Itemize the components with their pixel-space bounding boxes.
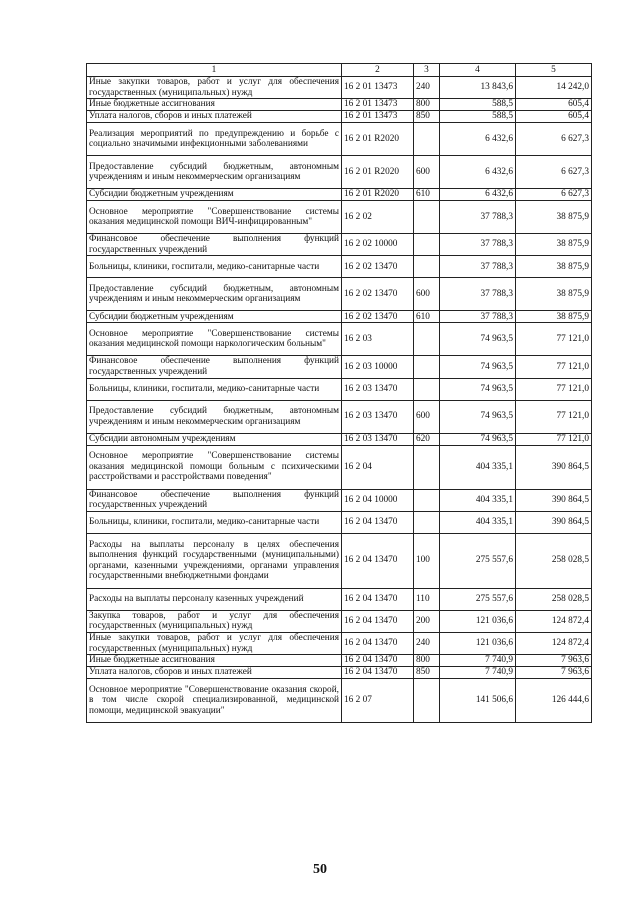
row-value-year1-cell: 74 963,5 — [440, 378, 516, 400]
table-body — [87, 77, 592, 723]
row-value-year2-cell: 6 627,3 — [516, 123, 592, 156]
table-header — [87, 64, 592, 77]
budget-table — [86, 63, 592, 723]
row-name-cell: Предоставление субсидий бюджетным, автономным учреждениям и иным некоммерческим организациям — [87, 278, 342, 311]
table-row — [87, 323, 592, 356]
row-expense-type-cell: 800 — [414, 99, 440, 111]
table-row — [87, 445, 592, 489]
row-expense-type-cell: 610 — [414, 189, 440, 201]
table-row — [87, 201, 592, 234]
row-expense-type-cell — [414, 123, 440, 156]
row-code-cell: 16 2 01 R2020 — [342, 189, 414, 201]
table-row — [87, 278, 592, 311]
row-expense-type-cell: 850 — [414, 667, 440, 679]
row-value-year1-cell: 275 557,6 — [440, 588, 516, 610]
row-expense-type-cell: 240 — [414, 77, 440, 99]
row-value-year1-cell: 121 036,6 — [440, 632, 516, 654]
header-col-4: 4 — [440, 64, 516, 77]
row-value-year1-cell: 7 740,9 — [440, 655, 516, 667]
table-row — [87, 256, 592, 278]
table-row — [87, 400, 592, 433]
row-value-year2-cell: 38 875,9 — [516, 311, 592, 323]
row-code-cell: 16 2 04 13470 — [342, 655, 414, 667]
table-row — [87, 77, 592, 99]
header-col-3: 3 — [414, 64, 440, 77]
table-row — [87, 111, 592, 123]
row-code-cell: 16 2 04 13470 — [342, 588, 414, 610]
row-code-cell: 16 2 03 — [342, 323, 414, 356]
table-row — [87, 311, 592, 323]
table-row — [87, 99, 592, 111]
row-expense-type-cell — [414, 356, 440, 378]
row-expense-type-cell — [414, 323, 440, 356]
header-row — [87, 64, 592, 77]
table-row — [87, 655, 592, 667]
row-value-year2-cell: 390 864,5 — [516, 489, 592, 511]
row-expense-type-cell: 600 — [414, 278, 440, 311]
table-row — [87, 533, 592, 588]
row-code-cell: 16 2 04 13470 — [342, 533, 414, 588]
row-value-year2-cell: 77 121,0 — [516, 378, 592, 400]
row-value-year2-cell: 77 121,0 — [516, 323, 592, 356]
row-value-year2-cell: 258 028,5 — [516, 533, 592, 588]
row-value-year2-cell: 605,4 — [516, 99, 592, 111]
row-code-cell: 16 2 01 13473 — [342, 99, 414, 111]
row-name-cell: Основное мероприятие "Совершенствование системы оказания медицинской помощи больным с психическими расстройствами и расстройствами поведения" — [87, 445, 342, 489]
row-name-cell: Основное мероприятие "Совершенствование системы оказания медицинской помощи ВИЧ-инфицированным" — [87, 201, 342, 234]
row-expense-type-cell — [414, 256, 440, 278]
row-name-cell: Предоставление субсидий бюджетным, автономным учреждениям и иным некоммерческим организациям — [87, 156, 342, 189]
table-row — [87, 433, 592, 445]
row-value-year1-cell: 6 432,6 — [440, 189, 516, 201]
row-expense-type-cell — [414, 445, 440, 489]
table-row — [87, 632, 592, 654]
row-value-year1-cell: 404 335,1 — [440, 489, 516, 511]
row-expense-type-cell: 800 — [414, 655, 440, 667]
row-code-cell: 16 2 04 13470 — [342, 667, 414, 679]
row-code-cell: 16 2 04 13470 — [342, 632, 414, 654]
table-row — [87, 667, 592, 679]
row-value-year1-cell: 6 432,6 — [440, 123, 516, 156]
row-code-cell: 16 2 04 10000 — [342, 489, 414, 511]
row-value-year2-cell: 14 242,0 — [516, 77, 592, 99]
header-col-1: 1 — [87, 64, 342, 77]
row-value-year1-cell: 74 963,5 — [440, 323, 516, 356]
row-expense-type-cell: 600 — [414, 400, 440, 433]
row-code-cell: 16 2 02 — [342, 201, 414, 234]
row-expense-type-cell: 600 — [414, 156, 440, 189]
table-row — [87, 123, 592, 156]
row-value-year2-cell: 38 875,9 — [516, 234, 592, 256]
row-value-year2-cell: 124 872,4 — [516, 632, 592, 654]
row-name-cell: Больницы, клиники, госпитали, медико-санитарные части — [87, 256, 342, 278]
row-code-cell: 16 2 04 — [342, 445, 414, 489]
page-number: 50 — [313, 862, 327, 877]
row-value-year1-cell: 6 432,6 — [440, 156, 516, 189]
table-row — [87, 679, 592, 723]
row-expense-type-cell — [414, 679, 440, 723]
row-value-year2-cell: 258 028,5 — [516, 588, 592, 610]
row-name-cell: Иные бюджетные ассигнования — [87, 99, 342, 111]
row-expense-type-cell — [414, 234, 440, 256]
row-code-cell: 16 2 03 13470 — [342, 400, 414, 433]
table-row — [87, 511, 592, 533]
row-value-year1-cell: 37 788,3 — [440, 278, 516, 311]
row-expense-type-cell: 620 — [414, 433, 440, 445]
row-value-year2-cell: 7 963,6 — [516, 667, 592, 679]
row-value-year2-cell: 77 121,0 — [516, 400, 592, 433]
row-value-year2-cell: 6 627,3 — [516, 156, 592, 189]
row-code-cell: 16 2 01 13473 — [342, 77, 414, 99]
row-expense-type-cell: 110 — [414, 588, 440, 610]
row-name-cell: Финансовое обеспечение выполнения функций государственных учреждений — [87, 356, 342, 378]
row-name-cell: Уплата налогов, сборов и иных платежей — [87, 667, 342, 679]
row-value-year1-cell: 588,5 — [440, 111, 516, 123]
row-expense-type-cell: 610 — [414, 311, 440, 323]
row-value-year2-cell: 605,4 — [516, 111, 592, 123]
row-expense-type-cell — [414, 489, 440, 511]
table-row — [87, 189, 592, 201]
row-code-cell: 16 2 03 13470 — [342, 378, 414, 400]
row-value-year2-cell: 77 121,0 — [516, 356, 592, 378]
row-code-cell: 16 2 01 R2020 — [342, 123, 414, 156]
row-value-year1-cell: 74 963,5 — [440, 433, 516, 445]
row-value-year2-cell: 124 872,4 — [516, 610, 592, 632]
row-name-cell: Расходы на выплаты персоналу в целях обеспечения выполнения функций государственными (муниципальными) органами, казенными учреждениями, органами управления государственными внебюджетными фондами — [87, 533, 342, 588]
table-row — [87, 588, 592, 610]
row-name-cell: Предоставление субсидий бюджетным, автономным учреждениям и иным некоммерческим организациям — [87, 400, 342, 433]
row-name-cell: Иные закупки товаров, работ и услуг для обеспечения государственных (муниципальных) нужд — [87, 632, 342, 654]
row-name-cell: Финансовое обеспечение выполнения функций государственных учреждений — [87, 234, 342, 256]
row-value-year1-cell: 37 788,3 — [440, 256, 516, 278]
row-name-cell: Основное мероприятие "Совершенствование оказания скорой, в том числе скорой специализированной, медицинской помощи, медицинской эвакуации" — [87, 679, 342, 723]
row-value-year1-cell: 37 788,3 — [440, 311, 516, 323]
row-value-year2-cell: 38 875,9 — [516, 278, 592, 311]
table-row — [87, 378, 592, 400]
row-expense-type-cell: 850 — [414, 111, 440, 123]
row-name-cell: Уплата налогов, сборов и иных платежей — [87, 111, 342, 123]
row-expense-type-cell — [414, 511, 440, 533]
table-row — [87, 234, 592, 256]
row-value-year1-cell: 121 036,6 — [440, 610, 516, 632]
row-value-year2-cell: 7 963,6 — [516, 655, 592, 667]
row-value-year1-cell: 588,5 — [440, 99, 516, 111]
row-value-year1-cell: 13 843,6 — [440, 77, 516, 99]
row-value-year2-cell: 6 627,3 — [516, 189, 592, 201]
row-value-year2-cell: 38 875,9 — [516, 201, 592, 234]
row-expense-type-cell: 200 — [414, 610, 440, 632]
row-code-cell: 16 2 04 13470 — [342, 610, 414, 632]
row-code-cell: 16 2 04 13470 — [342, 511, 414, 533]
table-row — [87, 610, 592, 632]
row-expense-type-cell — [414, 201, 440, 234]
row-value-year1-cell: 37 788,3 — [440, 201, 516, 234]
row-name-cell: Больницы, клиники, госпитали, медико-санитарные части — [87, 378, 342, 400]
row-name-cell: Иные бюджетные ассигнования — [87, 655, 342, 667]
row-value-year1-cell: 141 506,6 — [440, 679, 516, 723]
row-code-cell: 16 2 01 R2020 — [342, 156, 414, 189]
header-col-5: 5 — [516, 64, 592, 77]
row-code-cell: 16 2 07 — [342, 679, 414, 723]
row-name-cell: Субсидии бюджетным учреждениям — [87, 311, 342, 323]
row-value-year1-cell: 37 788,3 — [440, 234, 516, 256]
row-value-year2-cell: 390 864,5 — [516, 511, 592, 533]
row-value-year1-cell: 7 740,9 — [440, 667, 516, 679]
row-name-cell: Субсидии бюджетным учреждениям — [87, 189, 342, 201]
row-value-year1-cell: 404 335,1 — [440, 511, 516, 533]
row-value-year1-cell: 74 963,5 — [440, 400, 516, 433]
row-code-cell: 16 2 03 10000 — [342, 356, 414, 378]
table-row — [87, 156, 592, 189]
table-row — [87, 489, 592, 511]
row-name-cell: Субсидии автономным учреждениям — [87, 433, 342, 445]
row-value-year2-cell: 390 864,5 — [516, 445, 592, 489]
row-code-cell: 16 2 03 13470 — [342, 433, 414, 445]
row-value-year1-cell: 404 335,1 — [440, 445, 516, 489]
row-code-cell: 16 2 02 10000 — [342, 234, 414, 256]
row-code-cell: 16 2 02 13470 — [342, 311, 414, 323]
row-expense-type-cell: 100 — [414, 533, 440, 588]
row-name-cell: Финансовое обеспечение выполнения функций государственных учреждений — [87, 489, 342, 511]
row-name-cell: Расходы на выплаты персоналу казенных учреждений — [87, 588, 342, 610]
row-value-year2-cell: 38 875,9 — [516, 256, 592, 278]
row-value-year1-cell: 74 963,5 — [440, 356, 516, 378]
row-value-year1-cell: 275 557,6 — [440, 533, 516, 588]
row-expense-type-cell — [414, 378, 440, 400]
row-code-cell: 16 2 02 13470 — [342, 278, 414, 311]
row-name-cell: Закупка товаров, работ и услуг для обеспечения государственных (муниципальных) нужд — [87, 610, 342, 632]
row-name-cell: Реализация мероприятий по предупреждению и борьбе с социально значимыми инфекционными заболеваниями — [87, 123, 342, 156]
table-row — [87, 356, 592, 378]
row-expense-type-cell: 240 — [414, 632, 440, 654]
row-name-cell: Основное мероприятие "Совершенствование системы оказания медицинской помощи наркологическим больным" — [87, 323, 342, 356]
row-value-year2-cell: 126 444,6 — [516, 679, 592, 723]
row-name-cell: Иные закупки товаров, работ и услуг для обеспечения государственных (муниципальных) нужд — [87, 77, 342, 99]
row-name-cell: Больницы, клиники, госпитали, медико-санитарные части — [87, 511, 342, 533]
row-value-year2-cell: 77 121,0 — [516, 433, 592, 445]
header-col-2: 2 — [342, 64, 414, 77]
row-code-cell: 16 2 01 13473 — [342, 111, 414, 123]
row-code-cell: 16 2 02 13470 — [342, 256, 414, 278]
